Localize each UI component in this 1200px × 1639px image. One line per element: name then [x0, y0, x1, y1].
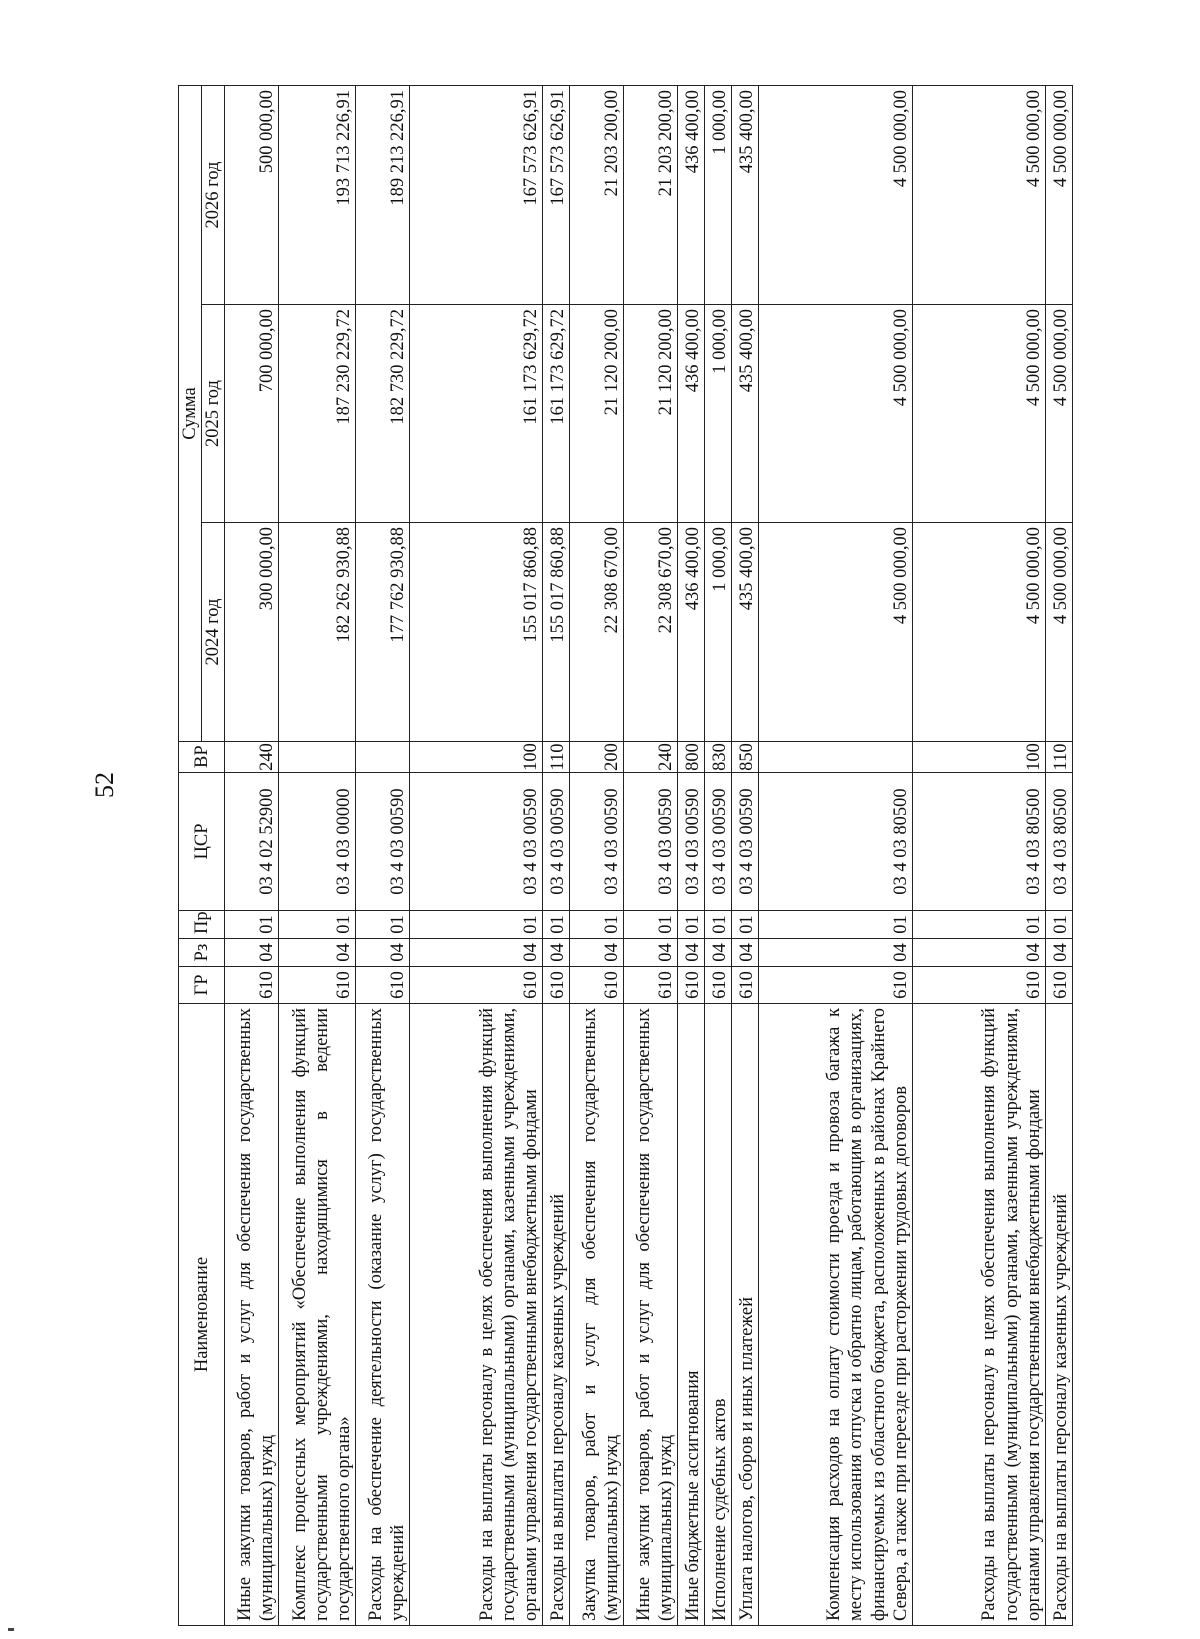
cell-csr: 03 4 03 00590 — [678, 773, 705, 911]
cell-name: Расходы на выплаты персоналу казенных учреждений — [1045, 1004, 1072, 1626]
cell-name: Расходы на выплаты персоналу в целях обеспечения выполнения функций государственными (муниципальными) органами, казенными учреждениями, органами управления государственными внебюджетными фондами — [912, 1004, 1045, 1626]
cell-y2026: 167 573 626,91 — [410, 85, 543, 304]
table-row — [912, 85, 1045, 1625]
cell-name: Закупка товаров, работ и услуг для обеспечения государственных (муниципальных) нужд — [570, 1004, 624, 1626]
cell-gr: 610 — [570, 967, 624, 1004]
cell-y2024: 1 000,00 — [705, 523, 732, 742]
cell-y2026: 4 500 000,00 — [1045, 85, 1072, 304]
cell-pr: 01 — [225, 911, 279, 939]
cell-y2025: 4 500 000,00 — [912, 305, 1045, 523]
cell-name: Расходы на выплаты персоналу казенных учреждений — [543, 1004, 570, 1626]
cell-vr: 100 — [410, 742, 543, 773]
cell-rz: 04 — [705, 939, 732, 967]
cell-rz: 04 — [732, 939, 759, 967]
table-body — [225, 85, 1073, 1625]
cell-vr: 850 — [732, 742, 759, 773]
cell-pr: 01 — [543, 911, 570, 939]
cell-vr — [279, 742, 356, 773]
cell-pr: 01 — [678, 911, 705, 939]
cell-vr — [356, 742, 410, 773]
cell-vr: 240 — [624, 742, 678, 773]
cell-y2026: 193 713 226,91 — [279, 85, 356, 304]
cell-y2024: 155 017 860,88 — [410, 523, 543, 742]
cell-gr: 610 — [705, 967, 732, 1004]
cell-name: Комплекс процессных мероприятий «Обеспечение выполнения функций государственными учреждениями, находящимися в ведении государственного органа» — [279, 1004, 356, 1626]
cell-y2025: 21 120 200,00 — [570, 305, 624, 523]
table-row — [356, 85, 410, 1625]
table-row — [225, 85, 279, 1625]
cell-name: Расходы на обеспечение деятельности (оказание услуг) государственных учреждений — [356, 1004, 410, 1626]
cell-pr: 01 — [356, 911, 410, 939]
cell-rz: 04 — [678, 939, 705, 967]
cell-pr: 01 — [279, 911, 356, 939]
table-row — [705, 85, 732, 1625]
cell-vr: 200 — [570, 742, 624, 773]
cell-y2024: 182 262 930,88 — [279, 523, 356, 742]
cell-y2026: 21 203 200,00 — [570, 85, 624, 304]
cell-csr: 03 4 03 00590 — [570, 773, 624, 911]
cell-gr: 610 — [759, 967, 913, 1004]
cell-gr: 610 — [624, 967, 678, 1004]
cell-vr: 110 — [1045, 742, 1072, 773]
cell-gr: 610 — [912, 967, 1045, 1004]
cell-vr: 100 — [912, 742, 1045, 773]
cell-pr: 01 — [705, 911, 732, 939]
cell-gr: 610 — [543, 967, 570, 1004]
table-row — [624, 85, 678, 1625]
cell-csr: 03 4 03 00590 — [624, 773, 678, 911]
header-csr: ЦСР — [179, 773, 225, 911]
cell-y2024: 177 762 930,88 — [356, 523, 410, 742]
rotated-table-wrapper — [178, 86, 1073, 1626]
cell-y2024: 4 500 000,00 — [912, 523, 1045, 742]
cell-y2024: 155 017 860,88 — [543, 523, 570, 742]
cell-gr: 610 — [225, 967, 279, 1004]
cell-y2026: 1 000,00 — [705, 85, 732, 304]
cell-vr: 800 — [678, 742, 705, 773]
header-2024: 2024 год — [202, 523, 225, 742]
cell-vr — [759, 742, 913, 773]
cell-y2026: 167 573 626,91 — [543, 85, 570, 304]
table-row — [543, 85, 570, 1625]
cell-y2026: 4 500 000,00 — [912, 85, 1045, 304]
cell-y2024: 4 500 000,00 — [759, 523, 913, 742]
cell-pr: 01 — [759, 911, 913, 939]
cell-name: Компенсация расходов на оплату стоимости проезда и провоза багажа к месту использования отпуска и обратно лицам, работающим в организациях, финансируемых из областного бюджета, расположенных в районах Крайнего Севера, а также при переезде при расторжении трудовых договоров — [759, 1004, 913, 1626]
cell-rz: 04 — [410, 939, 543, 967]
cell-y2026: 500 000,00 — [225, 85, 279, 304]
cell-name: Иные закупки товаров, работ и услуг для обеспечения государственных (муниципальных) нужд — [624, 1004, 678, 1626]
cell-y2025: 4 500 000,00 — [1045, 305, 1072, 523]
cell-y2025: 4 500 000,00 — [759, 305, 913, 523]
cell-gr: 610 — [678, 967, 705, 1004]
cell-rz: 04 — [543, 939, 570, 967]
cell-y2024: 4 500 000,00 — [1045, 523, 1072, 742]
table-row — [678, 85, 705, 1625]
cell-y2024: 436 400,00 — [678, 523, 705, 742]
cell-y2026: 436 400,00 — [678, 85, 705, 304]
cell-csr: 03 4 03 80500 — [759, 773, 913, 911]
cell-y2025: 21 120 200,00 — [624, 305, 678, 523]
header-rz: Рз — [179, 939, 225, 967]
cell-csr: 03 4 03 00590 — [356, 773, 410, 911]
cell-y2026: 189 213 226,91 — [356, 85, 410, 304]
header-vr: ВР — [179, 742, 225, 773]
cell-rz: 04 — [624, 939, 678, 967]
cell-csr: 03 4 03 00590 — [732, 773, 759, 911]
cell-rz: 04 — [356, 939, 410, 967]
cell-y2024: 300 000,00 — [225, 523, 279, 742]
cell-y2026: 4 500 000,00 — [759, 85, 913, 304]
cell-rz: 04 — [759, 939, 913, 967]
cell-y2025: 161 173 629,72 — [410, 305, 543, 523]
cell-pr: 01 — [624, 911, 678, 939]
cell-y2024: 435 400,00 — [732, 523, 759, 742]
cell-csr: 03 4 03 00590 — [410, 773, 543, 911]
cell-vr: 240 — [225, 742, 279, 773]
cell-csr: 03 4 03 80500 — [912, 773, 1045, 911]
scan-mark — [8, 1628, 14, 1631]
cell-y2025: 187 230 229,72 — [279, 305, 356, 523]
cell-y2025: 182 730 229,72 — [356, 305, 410, 523]
cell-pr: 01 — [1045, 911, 1072, 939]
cell-vr: 830 — [705, 742, 732, 773]
cell-y2024: 22 308 670,00 — [570, 523, 624, 742]
cell-rz: 04 — [225, 939, 279, 967]
cell-name: Исполнение судебных актов — [705, 1004, 732, 1626]
cell-csr: 03 4 03 80500 — [1045, 773, 1072, 911]
cell-csr: 03 4 03 00000 — [279, 773, 356, 911]
header-gr: ГР — [179, 967, 225, 1004]
page-number: 52 — [90, 772, 119, 798]
cell-pr: 01 — [570, 911, 624, 939]
cell-gr: 610 — [356, 967, 410, 1004]
cell-y2026: 21 203 200,00 — [624, 85, 678, 304]
header-2025: 2025 год — [202, 305, 225, 523]
cell-name: Расходы на выплаты персоналу в целях обеспечения выполнения функций государственными (муниципальными) органами, казенными учреждениями, органами управления государственными внебюджетными фондами — [410, 1004, 543, 1626]
table-row — [1045, 85, 1072, 1625]
cell-y2026: 435 400,00 — [732, 85, 759, 304]
cell-csr: 03 4 03 00590 — [543, 773, 570, 911]
cell-y2025: 435 400,00 — [732, 305, 759, 523]
cell-csr: 03 4 02 52900 — [225, 773, 279, 911]
cell-gr: 610 — [279, 967, 356, 1004]
cell-y2024: 22 308 670,00 — [624, 523, 678, 742]
header-2026: 2026 год — [202, 85, 225, 304]
cell-pr: 01 — [410, 911, 543, 939]
cell-csr: 03 4 03 00590 — [705, 773, 732, 911]
cell-name: Иные бюджетные ассигнования — [678, 1004, 705, 1626]
cell-name: Уплата налогов, сборов и иных платежей — [732, 1004, 759, 1626]
cell-name: Иные закупки товаров, работ и услуг для обеспечения государственных (муниципальных) нужд — [225, 1004, 279, 1626]
cell-gr: 610 — [1045, 967, 1072, 1004]
cell-y2025: 436 400,00 — [678, 305, 705, 523]
cell-rz: 04 — [1045, 939, 1072, 967]
cell-vr: 110 — [543, 742, 570, 773]
cell-y2025: 700 000,00 — [225, 305, 279, 523]
budget-table — [178, 85, 1073, 1626]
cell-pr: 01 — [732, 911, 759, 939]
table-row — [732, 85, 759, 1625]
table-row — [759, 85, 913, 1625]
cell-rz: 04 — [570, 939, 624, 967]
cell-pr: 01 — [912, 911, 1045, 939]
table-row — [410, 85, 543, 1625]
cell-rz: 04 — [279, 939, 356, 967]
cell-gr: 610 — [410, 967, 543, 1004]
header-sum: Сумма — [179, 85, 202, 741]
header-pr: Пр — [179, 911, 225, 939]
cell-y2025: 1 000,00 — [705, 305, 732, 523]
cell-gr: 610 — [732, 967, 759, 1004]
cell-rz: 04 — [912, 939, 1045, 967]
cell-y2025: 161 173 629,72 — [543, 305, 570, 523]
table-row — [570, 85, 624, 1625]
table-row — [279, 85, 356, 1625]
header-name: Наименование — [179, 1004, 225, 1626]
